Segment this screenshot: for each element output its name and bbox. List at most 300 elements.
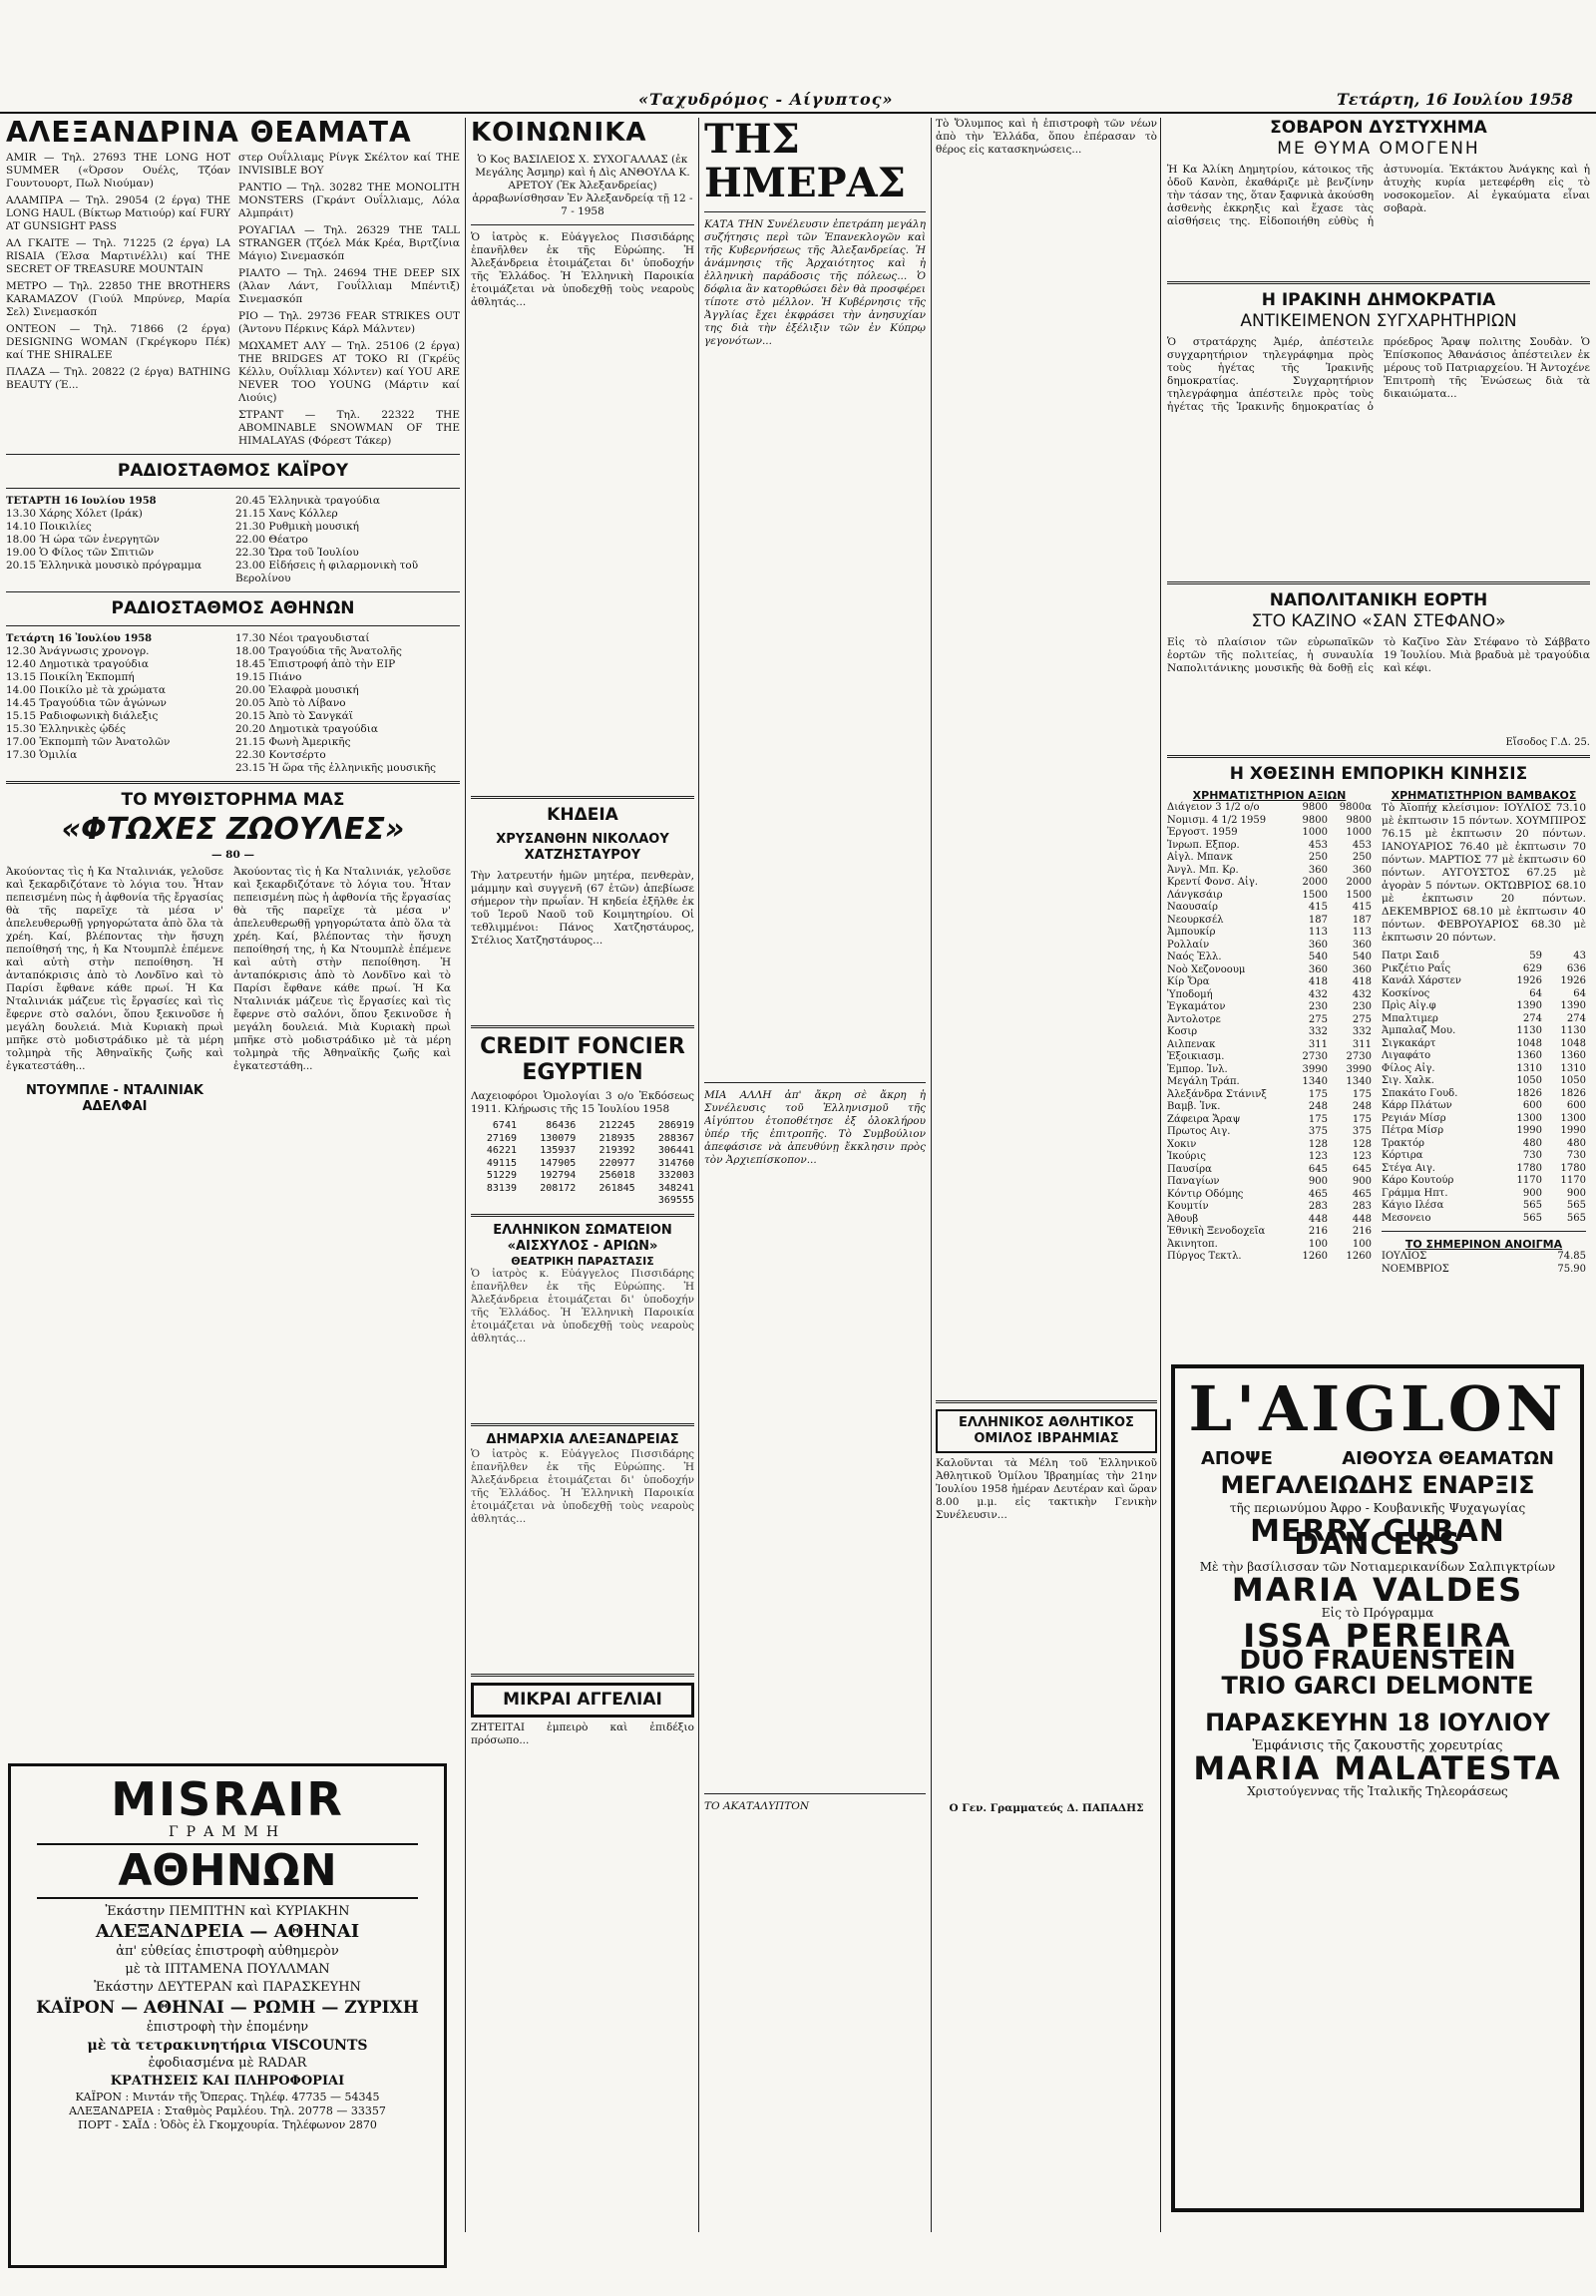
misrair-sub: ΓΡΑΜΜΗ (168, 1824, 287, 1840)
stock-row (1382, 1113, 1586, 1126)
credit-row (471, 1195, 694, 1208)
radio-item: 23.15 Ἡ ὥρα τῆς ἐλληνικῆς μουσικῆς (235, 762, 436, 774)
credit-number: 135937 (540, 1145, 577, 1156)
cinema-entry: ΑΛΑΜΠΡΑ — Τηλ. 29054 (2 έργα) THE LONG HAUL (Βίκτωρ Ματιούρ) καί FURY AT GUNSIGHT PASS (6, 194, 230, 232)
stock-name: Γράμμα Ηπτ. (1382, 1187, 1448, 1199)
stock-close: 3990 (1346, 1063, 1372, 1075)
stock-name: Ναουσαίρ (1167, 902, 1218, 913)
radio-item: 15.15 Ραδιοφωνικὴ διάλεξις (6, 710, 159, 722)
stock-name: Κουμτίν (1167, 1201, 1209, 1212)
stock-close: 283 (1352, 1201, 1372, 1212)
social-news: Ὁ ἰατρὸς κ. Εὐάγγελος Πισσιδάρης ἐπανῆλθεν ἐκ τῆς Εὐρώπης. Ἡ Ἀλεξάνδρεια ἑτοιμάζεται δι' ὑποδοχήν τῆς Ἑλλάδος. Ἡ Ἑλληνικὴ Παροικία ἑτοιμάζεται νὰ ὑποδεχθῇ τοὺς νεαροὺς ἀθλητάς... (471, 231, 694, 308)
misrair-city: ΑΘΗΝΩΝ (37, 1843, 418, 1899)
stock-title: ΧΡΗΜΑΤΙΣΤΗΡΙΟΝ ΑΞΙΩΝ (1192, 789, 1347, 802)
stock-row (1167, 1051, 1372, 1064)
aiglon-line: Εἰς τὸ Πρόγραμμα (1321, 1606, 1434, 1620)
credit-number: 332003 (657, 1170, 694, 1181)
rowing-club-text: Καλοῦνται τὰ Μέλη τοῦ Ἑλληνικοῦ Ἀθλητικοῦ Ὁμίλου Ἰβραημίας τὴν 21ην Ἰουλίου 1958 ἡμέραν Δευτέραν καὶ ὥραν 8.00 μ.μ. εἰς τακτικὴν Γενικὴν Συνέλευσιν... (936, 1457, 1157, 1521)
stock-open: 230 (1308, 1001, 1328, 1012)
column-rule (698, 118, 699, 2232)
stock-name: Αἰγλ. Μπανκ (1167, 852, 1233, 863)
cinema-list-right (238, 152, 460, 448)
stock-open: 375 (1308, 1126, 1328, 1137)
stock-name: Ἐθνικὴ Ξενοδοχεῖα (1167, 1226, 1266, 1237)
stock-row (1382, 1025, 1586, 1038)
credit-number (590, 1195, 635, 1208)
stock-row (1167, 1214, 1372, 1227)
stock-name: Ρεγιάν Μίσρ (1382, 1112, 1446, 1124)
stock-name: Πύργος Τεκτλ. (1167, 1251, 1242, 1262)
stock-open: 1360 (1516, 1050, 1542, 1061)
misrair-line: ΚΡΑΤΗΣΕΙΣ ΚΑΙ ΠΛΗΡΟΦΟΡΙΑΙ (110, 2074, 345, 2089)
cotton-title: ΧΡΗΜΑΤΙΣΤΗΡΙΟΝ ΒΑΜΒΑΚΟΣ (1391, 789, 1577, 802)
stock-name: Κοσιρ (1167, 1026, 1198, 1037)
editorial-text-3: ΤΟ ΑΚΑΤΑΛΥΠΤΟΝ (704, 1800, 810, 1812)
radio-item: 21.30 Ρυθμικὴ μουσική (235, 521, 359, 533)
credit-foncier-text: Λαχειοφόροι Ὁμολογίαι 3 ο/ο Ἐκδόσεως 1911. Κλήρωσις τῆς 15 Ἰουλίου 1958 (471, 1090, 694, 1115)
stock-close: 1990 (1560, 1125, 1586, 1136)
radio-item: 21.15 Φωνὴ Ἀμερικῆς (235, 736, 351, 748)
stock-close: 9800α (1339, 802, 1372, 813)
stock-open: 2000 (1302, 877, 1328, 888)
stock-close: 480 (1566, 1137, 1586, 1149)
stock-close: 2000 (1346, 877, 1372, 888)
stock-close: 1050 (1560, 1075, 1586, 1086)
radio-item: 14.00 Ποικίλο μὲ τὰ χρώματα (6, 684, 166, 696)
radio-item: 15.30 Ἑλληνικὲς ᾠδές (6, 723, 126, 735)
stock-row (1382, 1100, 1586, 1113)
stock-close: 275 (1352, 1013, 1372, 1025)
stock-row (1167, 1089, 1372, 1102)
credit-number (530, 1195, 576, 1208)
stock-name: Ἰνρωπ. Εξπορ. (1167, 839, 1240, 851)
stock-open: 128 (1308, 1138, 1328, 1150)
stock-row (1167, 976, 1372, 989)
stock-open: 1926 (1516, 975, 1542, 986)
misrair-line: Ἐκάστην ΠΕΜΠΤΗΝ καὶ ΚΥΡΙΑΚΗΝ (105, 1904, 350, 1919)
stock-name: Αιλπενακ (1167, 1038, 1216, 1050)
stock-open: 360 (1308, 864, 1328, 876)
stock-open: 1048 (1516, 1037, 1542, 1049)
stock-close: 540 (1352, 952, 1372, 962)
stock-name: Ρικζέτιο Ραΐς (1382, 962, 1451, 974)
stock-row (1382, 1063, 1586, 1076)
accident-text: Ἡ Κα Ἀλίκη Δημητρίου, κάτοικος τῆς ὁδοῦ Κανὸπ, ἐκαθάριζε μὲ βενζίνην τὴν τάσαν της, ὅταν ξαφνικὰ ἀκούσθη ἀσθενὴς ἐκκρηξις καὶ ἔχασε τὰς αἰσθήσεις της. Εἰδοποιήθη εὐθὺς ἡ ἀστυνομία. Ἐκτάκτου Ἀνάγκης καὶ ἡ ἀτυχὴς κυρία μετεφέρθη εἰς τὸ νοσοκομεῖον. Αἱ ἐγκαύματα εἶναι σοβαρὰ. (1167, 164, 1590, 227)
stock-name: Κίρ Ὄρα (1167, 976, 1210, 987)
stock-open: 64 (1529, 987, 1542, 999)
novel-section-title: ΤΟ ΜΥΘΙΣΤΟΡΗΜΑ ΜΑΣ (121, 790, 345, 810)
stock-close: 636 (1566, 962, 1586, 974)
stock-row (1167, 1064, 1372, 1077)
credit-number: 51229 (486, 1170, 517, 1181)
radio-item: 20.05 Ἀπὸ τὸ Λίβανο (235, 697, 346, 709)
aiglon-name: L'AIGLON (1188, 1372, 1567, 1445)
stock-name: Ἰκούρις (1167, 1151, 1206, 1162)
credit-number: 6741 (492, 1120, 517, 1131)
stock-name: Χοκιν (1167, 1138, 1197, 1150)
classifieds-box (471, 1683, 694, 1718)
stock-name: Ὑποδομή (1167, 988, 1213, 1000)
stock-name: Κόρτιρα (1382, 1150, 1423, 1161)
stock-open: 360 (1308, 963, 1328, 975)
credit-number: 192794 (540, 1170, 577, 1181)
novel-text-continued: Ἀκούοντας τὶς ἡ Κα Νταλινιάκ, γελοῦσε καὶ ξεκαρδιζότανε τὸ λόγια του. Ἦταν πεπεισμένη πὼς ἡ ἀφθονία τῆς ἔργασίας θὰ τῆς παρεῖχε τὰ μέσα ν' ἀπελευθερωθῇ γρηγορώτατα ἀπὸ ὅλα τὰ χρέη. Καί, βλέποντας τὴν ἥσυχη πεποίθησή της, ἡ Κα Ντουμπλὲ ἐπέμενε καὶ αὐτὴ στὴν πεποίθηση. Ἡ ἀνταπόκρισις ἀπὸ τὸ Λονδῖνο καὶ τὸ Παρίσι ἔφθανε κάθε πρωί. Ἡ Κα Νταλινιάκ μάζευε τὶς ἔργασίες καὶ τὶς ἔφερνε στὸ σαλόνι, ὅπου ξεκινοῦσε ἡ μεγάλη δουλειά. Μιὰ Κυριακὴ πρωὶ μπῆκε στὸ μοδιστράδικο μὲ τὰ μέρη τολμηρὰ τῆς Ἀθηναϊκῆς ζωῆς καὶ ἐγκατεστάθη... (233, 866, 451, 1072)
credit-number: 86436 (546, 1120, 577, 1131)
stock-close: 645 (1352, 1163, 1372, 1175)
stock-open: 415 (1308, 902, 1328, 913)
cinema-entry: ΜΕΤΡΟ — Τηλ. 22850 THE BROTHERS KARAMAZOV (Γιούλ Μπρύνερ, Μαρία Σελ) Σινεμασκόπ (6, 280, 230, 318)
stock-open: 3990 (1302, 1063, 1328, 1075)
radio-item: 20.00 Ἐλαφρὰ μουσική (235, 684, 359, 696)
society-sub: ΘΕΑΤΡΙΚΗ ΠΑΡΑΣΤΑΣΙΣ (511, 1254, 654, 1268)
stock-close: 1130 (1560, 1025, 1586, 1036)
engagement-notice: Ὁ Κος ΒΑΣΙΛΕΙΟΣ Χ. ΣΥΧΟΓΑΛΛΑΣ (ἐκ Μεγάλης Ἀσμηρ) καὶ ἡ Δὶς ΑΝΘΟΥΛΑ Κ. ΑΡΕΤΟΥ (Ἐκ Ἀλεξανδρείας) ἀρραβωνίσθησαν Ἐν Ἀλεξανδρείᾳ τῇ 12 - 7 - 1958 (472, 154, 693, 217)
cinema-entry: ΡΙΟ — Τηλ. 29736 FEAR STRIKES OUT (Άντονυ Πέρκινς Κάρλ Μάλντεν) (238, 310, 460, 335)
stock-row (1382, 1038, 1586, 1051)
gold-row: ΙΟΥΛΙΟΣ 74.85 (1382, 1251, 1586, 1262)
aiglon-line: Ἐμφάνισις τῆς ζακουστῆς χορευτρίας (1252, 1738, 1503, 1753)
credit-row (471, 1158, 694, 1171)
credit-number: 286919 (657, 1120, 694, 1131)
stock-close: 448 (1352, 1213, 1372, 1225)
classifieds-title: ΜΙΚΡΑΙ ΑΓΓΕΛΙΑΙ (503, 1689, 662, 1710)
stock-row (1167, 1114, 1372, 1127)
credit-foncier-title: CREDIT FONCIER EGYPTIEN (480, 1034, 685, 1085)
stock-row (1167, 1139, 1372, 1152)
radio-item: 22.30 Κοντσέρτο (235, 749, 326, 761)
radio-cairo-title: ΡΑΔΙΟΣΤΑΘΜΟΣ ΚΑΪΡΟΥ (117, 461, 349, 481)
stock-name: Μεγάλη Τράπ. (1167, 1076, 1240, 1087)
stock-row (1382, 1213, 1586, 1226)
novel-subhead: ΝΤΟΥΜΠΛΕ - ΝΤΑΛΙΝΙΑΚ ΑΔΕΛΦΑΙ (26, 1083, 203, 1114)
stock-row (1382, 951, 1586, 963)
stock-close: 1390 (1560, 1000, 1586, 1011)
misrair-line: ἐπιστροφὴ τὴν ἑπομένην (146, 2020, 309, 2035)
stock-exchange (1167, 789, 1372, 1276)
stock-close: 1340 (1346, 1076, 1372, 1087)
aiglon-subtitle: ΑΠΟΨΕ ΑΙΘΟΥΣΑ ΘΕΑΜΑΤΩΝ (1201, 1448, 1554, 1469)
misrair-line: ΚΑΪΡΟΝ : Μιντάν τῆς Ὄπερας. Τηλέφ. 47735 — 54345 (75, 2091, 380, 2104)
stock-close: 187 (1352, 914, 1372, 926)
column-rule (931, 118, 932, 2232)
stock-open: 448 (1308, 1213, 1328, 1225)
headline: ΣΟΒΑΡΟΝ ΔΥΣΤΥΧΗΜΑ (1270, 118, 1487, 138)
stock-row (1382, 1000, 1586, 1013)
stock-row (1382, 1138, 1586, 1151)
stock-row (1382, 1200, 1586, 1213)
column-editorial (704, 118, 926, 2292)
credit-number: 46221 (486, 1145, 517, 1156)
stock-row (1167, 852, 1372, 865)
stock-open: 480 (1522, 1137, 1542, 1149)
stock-name: Κανάλ Χάρστεν (1382, 975, 1461, 986)
stock-close: 600 (1566, 1100, 1586, 1111)
obituary-name: ΧΡΥΣΑΝΘΗΝ ΝΙΚΟΛΑΟΥ ΧΑΤΖΗΣΤΑΥΡΟΥ (496, 832, 669, 863)
credit-row (471, 1170, 694, 1183)
radio-item: 20.15 Ἑλληνικὰ μουσικὸ πρόγραμμα (6, 560, 202, 572)
column-entertainment (6, 118, 460, 2292)
stock-row (1382, 1125, 1586, 1138)
radio-athens-title: ΡΑΔΙΟΣΤΑΘΜΟΣ ΑΘΗΝΩΝ (111, 598, 355, 618)
municipal-title: ΔΗΜΑΡΧΙΑ ΑΛΕΞΑΝΔΡΕΙΑΣ (486, 1431, 679, 1447)
stock-row (1167, 827, 1372, 840)
stock-close: 418 (1352, 976, 1372, 987)
credit-row (471, 1183, 694, 1196)
novel-text: Ἀκούοντας τὶς ἡ Κα Νταλινιάκ, γελοῦσε καὶ ξεκαρδιζότανε τὸ λόγια του. Ἦταν πεπεισμένη πὼς ἡ ἀφθονία τῆς ἔργασίας θὰ τῆς παρεῖχε τὰ μέσα ν' ἀπελευθερωθῇ γρηγορώτατα ἀπὸ ὅλα τὰ χρέη. Καί, βλέποντας τὴν ἥσυχη πεποίθησή της, ἡ Κα Ντουμπλὲ ἐπέμενε καὶ αὐτὴ στὴν πεποίθηση. Ἡ ἀνταπόκρισις ἀπὸ τὸ Λονδῖνο καὶ τὸ Παρίσι ἔφθανε κάθε πρωί. Ἡ Κα Νταλινιάκ μάζευε τὶς ἔργασίες καὶ τὶς ἔφερνε στὸ σαλόνι, ὅπου ξεκινοῦσε ἡ μεγάλη δουλειά. Μιὰ Κυριακὴ πρωὶ μπῆκε στὸ μοδιστράδικο μὲ τὰ μέρη τολμηρὰ τῆς Ἀθηναϊκῆς ζωῆς καὶ ἐγκατεστάθη... ΝΤΟΥΜΠΛΕ - ΝΤΑΛΙΝΙΑΚ ΑΔΕΛΦΑΙ (6, 866, 223, 1114)
aiglon-line: ISSA PEREIRA (1243, 1617, 1512, 1655)
credit-number: 261845 (598, 1182, 635, 1194)
stock-row (1167, 877, 1372, 890)
stock-close: 1300 (1560, 1112, 1586, 1124)
stock-name: Ἀθουβ (1167, 1213, 1199, 1225)
stock-row (1167, 1101, 1372, 1114)
obituary-title: ΚΗΔΕΙΑ (547, 805, 618, 825)
credit-number: 288367 (657, 1132, 694, 1144)
cinema-entry: στερ Ουΐλλιαμς Ρίνγκ Σκέλτον καί THE INVISIBLE BOY (238, 152, 460, 177)
stock-name: Σιγ. Χαλκ. (1382, 1075, 1434, 1086)
stock-name: Ἀκινητοπ. (1167, 1238, 1218, 1250)
radio-date: ΤΕΤΑΡΤΗ 16 Ιουλίου 1958 (6, 496, 157, 507)
stock-name: Πέτρα Μίσρ (1382, 1125, 1444, 1136)
novel-title: «ΦΤΩΧΕΣ ΖΩΟΥΛΕΣ» (61, 812, 405, 847)
radio-item: 18.00 Ή ώρα τῶν ἐνεργητῶν (6, 534, 160, 546)
stock-open: 629 (1522, 962, 1542, 974)
stock-open: 565 (1522, 1200, 1542, 1211)
classifieds-text: ΖΗΤΕΙΤΑΙ ἐμπειρὸ καὶ ἐπιδέξιο πρόσωπο... (471, 1721, 694, 1746)
cotton-exchange (1382, 789, 1586, 1276)
stock-close: 332 (1352, 1026, 1372, 1037)
stock-name: Πατρι Σαιδ (1382, 951, 1439, 961)
stock-name: Ναός Ἑλλ. (1167, 952, 1222, 962)
gold-row: ΝΟΕΜΒΡΙΟΣ 75.90 (1382, 1263, 1586, 1275)
novel-body (6, 866, 460, 1743)
stock-row (1167, 865, 1372, 878)
market-title: Η ΧΘΕΣΙΝΗ ΕΜΠΟΡΙΚΗ ΚΙΝΗΣΙΣ (1229, 764, 1528, 784)
stock-row (1167, 1001, 1372, 1014)
stock-row (1382, 1175, 1586, 1188)
stock-open: 1390 (1516, 1000, 1542, 1011)
radio-cairo-schedule (6, 495, 460, 585)
stock-row (1382, 975, 1586, 988)
stock-close: 465 (1352, 1188, 1372, 1200)
headline: Η ΙΡΑΚΙΝΗ ΔΗΜΟΚΡΑΤΙΑ (1261, 290, 1496, 310)
stock-close: 1826 (1560, 1087, 1586, 1099)
aiglon-line: τῆς περιωνύμου Ἀφρο - Κουβανικῆς Ψυχαγωγίας (1229, 1501, 1526, 1515)
stock-open: 565 (1522, 1212, 1542, 1224)
stock-name: Κάρρ Πλάτων (1382, 1100, 1452, 1111)
radio-item: 17.00 Ἐκπομπὴ τῶν Ἀνατολῶν (6, 736, 171, 748)
column-rule (1160, 118, 1161, 2232)
stock-open: 9800 (1302, 814, 1328, 826)
casino-entry: Εἴσοδος Γ.Δ. 25. (1505, 737, 1590, 748)
stock-row (1167, 989, 1372, 1002)
stock-name: Ἀνγλ. Μπ. Κρ. (1167, 864, 1239, 876)
stock-name: Ἐγκαμάτον (1167, 1001, 1226, 1012)
credit-number: 147905 (540, 1157, 577, 1169)
stock-row (1167, 1201, 1372, 1214)
stock-open: 730 (1522, 1150, 1542, 1161)
credit-number: 219392 (598, 1145, 635, 1156)
stock-row (1382, 1075, 1586, 1088)
misrair-ad (8, 1763, 447, 2268)
stock-open: 1000 (1302, 827, 1328, 838)
stock-open: 1130 (1516, 1025, 1542, 1036)
stock-row (1167, 915, 1372, 928)
stock-close: 565 (1566, 1200, 1586, 1211)
radio-item: 12.40 Δημοτικὰ τραγούδια (6, 658, 149, 670)
credit-number: 256018 (598, 1170, 635, 1181)
radio-item: 20.45 Ἑλληνικὰ τραγούδια (235, 495, 380, 507)
cinema-list-left (6, 152, 230, 448)
society-text: Ὁ ἰατρὸς κ. Εὐάγγελος Πισσιδάρης ἐπανῆλθεν ἐκ τῆς Εὐρώπης. Ἡ Ἀλεξάνδρεια ἑτοιμάζεται δι' ὑποδοχήν τῆς Ἑλλάδος. Ἡ Ἑλληνικὴ Παροικία ἑτοιμάζεται νὰ ὑποδεχθῇ τοὺς νεαροὺς ἀθλητάς... (471, 1267, 694, 1344)
stock-row (1167, 952, 1372, 964)
stock-close: 113 (1352, 927, 1372, 938)
stock-name: Λιγαφάτο (1382, 1050, 1431, 1061)
stock-open: 600 (1522, 1100, 1542, 1111)
stock-open: 1050 (1516, 1075, 1542, 1086)
stock-name: Ἐμπορ. Ἰνλ. (1167, 1063, 1228, 1075)
headline-sub: ΣΤΟ ΚΑΖΙΝΟ «ΣΑΝ ΣΤΕΦΑΝΟ» (1251, 611, 1506, 631)
stock-name: Σιγκακάρτ (1382, 1037, 1436, 1049)
stock-name: Κοσκίνος (1382, 987, 1430, 999)
stock-open: 187 (1308, 914, 1328, 926)
stock-open: 645 (1308, 1163, 1328, 1175)
section-title: ΤΗΣ ΗΜΕΡΑΣ (704, 118, 906, 206)
radio-item: 17.30 Νέοι τραγουδισταί (235, 632, 370, 644)
stock-row (1167, 840, 1372, 853)
aiglon-ad (1171, 1364, 1584, 2212)
stock-row (1382, 1088, 1586, 1101)
credit-number: 218935 (598, 1132, 635, 1144)
column-rule (465, 118, 466, 2232)
stock-open: 1780 (1516, 1162, 1542, 1174)
stock-open: 1826 (1516, 1087, 1542, 1099)
gold-title: ΤΟ ΣΗΜΕΡΙΝΟΝ ΑΝΟΙΓΜΑ (1404, 1238, 1563, 1251)
stock-name: Πρὶς Αἰγ.φ (1382, 1000, 1436, 1011)
stock-close: 1780 (1560, 1162, 1586, 1174)
stock-open: 250 (1308, 852, 1328, 863)
radio-item: 22.30 Ὥρα τοῦ Ἰουλίου (235, 547, 359, 559)
misrair-line: Ἐκάστην ΔΕΥΤΕΡΑΝ καὶ ΠΑΡΑΣΚΕΥΗΝ (94, 1980, 361, 1995)
misrair-line: ΚΑΪΡΟΝ — ΑΘΗΝΑΙ — ΡΩΜΗ — ΖΥΡΙΧΗ (36, 1998, 419, 2018)
stock-close: 432 (1352, 988, 1372, 1000)
stock-close: 43 (1573, 951, 1586, 961)
misrair-line: ΠΟΡΤ - ΣΑΪΔ : Ὁδὸς ἐλ Γκομχουρία. Τηλέφωνον 2870 (78, 2118, 377, 2131)
stock-open: 275 (1308, 1013, 1328, 1025)
stock-name: Νοὸ Χεζονοουμ (1167, 963, 1246, 975)
radio-item: 18.00 Τραγούδια τῆς Ἀνατολῆς (235, 645, 402, 657)
stock-open: 100 (1308, 1238, 1328, 1250)
headline-sub: ΑΝΤΙΚΕΙΜΕΝΟΝ ΣΥΓΧΑΡΗΤΗΡΙΩΝ (1240, 311, 1517, 331)
stock-name: Μεσονειο (1382, 1212, 1431, 1224)
editorial-text-2: ΜΙΑ ΑΛΛΗ ἀπ' ἄκρη σὲ ἄκρη ἡ Συνέλευσις τοῦ Ἑλληνισμοῦ τῆς Αἰγύπτου ἐτοποθέτησε ἐξ ὁλοκλήρου ὑπέρ τῆς ἐπιτροπῆς. Τὸ Συμβούλιον ἀπεφάσισε νὰ ἀπευθύνῃ ἔκκλησιν πρὸς τὸν Ἀρχιεπίσκοπον... (704, 1089, 926, 1166)
stock-name: Νεουρκσέλ (1167, 914, 1224, 926)
stock-name: Βαμβ. Ἰνκ. (1167, 1101, 1221, 1112)
stock-close: 900 (1566, 1187, 1586, 1199)
credit-lottery-table (471, 1120, 694, 1208)
aiglon-line: MERRY CUBAN DANCERS (1250, 1514, 1505, 1562)
stock-open: 900 (1308, 1176, 1328, 1187)
stock-open: 360 (1308, 939, 1328, 951)
radio-date: Τετάρτη 16 Ἰουλίου 1958 (6, 633, 153, 644)
stock-close: 1360 (1560, 1050, 1586, 1061)
credit-number: 220977 (598, 1157, 635, 1169)
stock-name: Νομισμ. 4 1/2 1959 (1167, 814, 1267, 826)
credit-number: 49115 (486, 1157, 517, 1169)
radio-item: 13.30 Χάρης Χόλετ (Ιράκ) (6, 508, 143, 520)
stock-close: 1170 (1560, 1175, 1586, 1186)
stock-open: 418 (1308, 976, 1328, 987)
stock-name: Ἐξοικιασμ. (1167, 1051, 1225, 1062)
stock-close: 453 (1352, 839, 1372, 851)
column-news-continued (936, 118, 1157, 2292)
stock-row (1167, 1164, 1372, 1177)
issue-date: Τετάρτη, 16 Ιουλίου 1958 (1337, 90, 1573, 109)
credit-number: 212245 (598, 1120, 635, 1131)
stock-name: Ρολλαίν (1167, 939, 1210, 951)
stock-row (1167, 1014, 1372, 1027)
stock-row (1167, 964, 1372, 977)
aiglon-line: ΜΕΓΑΛΕΙΩΔΗΣ ΕΝΑΡΞΙΣ (1220, 1471, 1535, 1499)
stock-row (1167, 1176, 1372, 1189)
radio-item: 20.15 Ἀπὸ τὸ Σανγκάϊ (235, 710, 353, 722)
stock-row (1167, 1076, 1372, 1089)
stock-name: Ἀντολοτρε (1167, 1013, 1221, 1025)
credit-row (471, 1145, 694, 1158)
cinema-entry: ΡΙΑΛΤΟ — Τηλ. 24694 THE DEEP SIX (Άλαν Λάντ, Γουΐλλιαμ Μπέντιξ) Σινεμασκόπ (238, 267, 460, 305)
stock-row (1167, 1026, 1372, 1039)
stock-row (1382, 1150, 1586, 1163)
stock-close: 248 (1352, 1101, 1372, 1112)
cinema-entry: AMIR — Τηλ. 27693 THE LONG HOT SUMMER («Όρσον Ουέλς, Τζόαν Γουντουορτ, Πωλ Νιούμαν) (6, 152, 230, 190)
stock-name: Ζάφειρα Ἄραψ (1167, 1113, 1241, 1125)
stock-close: 900 (1352, 1176, 1372, 1187)
column-news-market (1167, 118, 1590, 2292)
stock-close: 1310 (1560, 1062, 1586, 1074)
stock-close: 360 (1352, 864, 1372, 876)
stock-open: 248 (1308, 1101, 1328, 1112)
cinema-entry: ΑΛ ΓΚΑΙΤΕ — Τηλ. 71225 (2 έργα) LA RISAIA (Έλσα Μαρτινέλλι) καί THE SECRET OF TREASURE MOUNTAIN (6, 237, 230, 275)
stock-row (1167, 890, 1372, 903)
masthead (0, 90, 1596, 114)
stock-row (1167, 940, 1372, 953)
stock-open: 9800 (1302, 802, 1328, 813)
stock-open: 175 (1308, 1088, 1328, 1100)
credit-number: 27169 (486, 1132, 517, 1144)
stock-close: 1500 (1346, 889, 1372, 901)
misrair-line: μὲ τὰ ΙΠΤΑΜΕΝΑ ΠΟΥΛΛΜΑΝ (125, 1962, 330, 1977)
stock-row (1167, 1239, 1372, 1252)
stock-name: Παυσίρα (1167, 1163, 1212, 1175)
stock-table-2 (1382, 951, 1586, 1225)
stock-open: 1300 (1516, 1112, 1542, 1124)
stock-open: 216 (1308, 1226, 1328, 1237)
cinema-entry: ΡΟΥΑΓΙΑΛ — Τηλ. 26329 THE TALL STRANGER (Τζόελ Μάκ Κρέα, Βιρτζίνια Μάγιο) Σινεμασκόπ (238, 224, 460, 262)
obituary-text: Τὴν λατρευτήν ἡμῶν μητέρα, πενθερὰν, μάμμην καὶ συγγενῆ (67 ἐτῶν) ἀπεβίωσε σήμερον τὴν πρωΐαν. Ἡ κηδεία ἐξῆλθε ἐκ τοῦ Ἱεροῦ Ναοῦ τοῦ Κοιμητηρίου. Οἱ τεθλιμμένοι: Πάνος Χατζηστάυρος, Στέλιος Χατζηστάυρος... (471, 870, 694, 947)
stock-close: 375 (1352, 1126, 1372, 1137)
misrair-name: MISRAIR (111, 1772, 344, 1826)
stock-close: 360 (1352, 963, 1372, 975)
stock-open: 1340 (1302, 1076, 1328, 1087)
credit-number: 348241 (657, 1182, 694, 1194)
stock-name: Σπακάτο Γουδ. (1382, 1087, 1458, 1099)
society-title: ΕΛΛΗΝΙΚΟΝ ΣΩΜΑΤΕΙΟΝ «ΑΙΣΧΥΛΟΣ - ΑΡΙΩΝ» (493, 1222, 672, 1254)
radio-item: 14.45 Τραγούδια τῶν ἀγώνων (6, 697, 167, 709)
stock-name: Κάρο Κουτούρ (1382, 1175, 1454, 1186)
aiglon-line: Χριστούγεννας τῆς Ἰταλικῆς Τηλεοράσεως (1247, 1784, 1508, 1798)
stock-open: 900 (1522, 1187, 1542, 1199)
headline: ΝΑΠΟΛΙΤΑΝΙΚΗ ΕΟΡΤΗ (1269, 590, 1488, 610)
